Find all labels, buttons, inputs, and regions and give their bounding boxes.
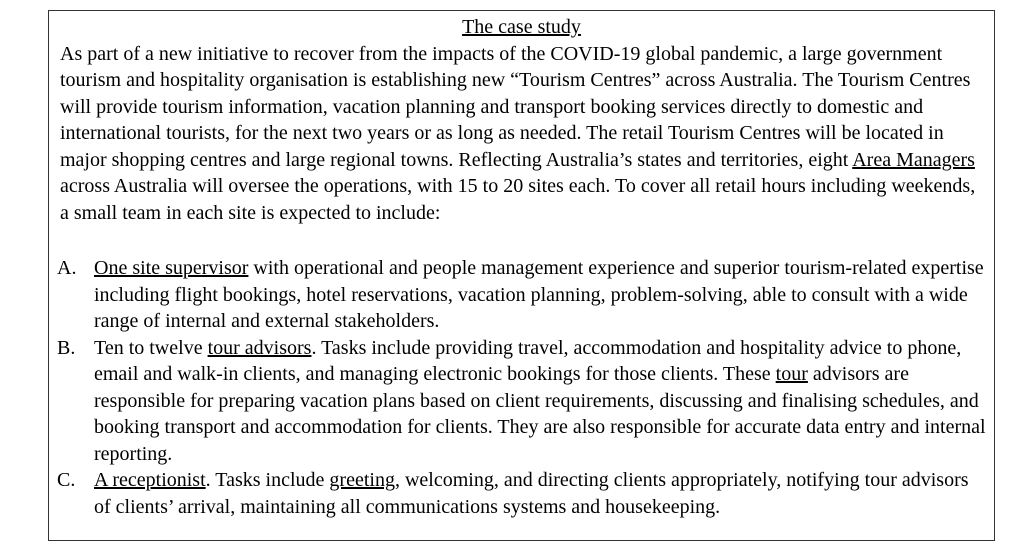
intro-text-end: across Australia will oversee the operations, with 15 to 20 sites each. To cover all retail hours including weekends, a small team in each site is expected to include: bbox=[60, 175, 976, 224]
role-prefix: Ten to twelve bbox=[94, 336, 208, 359]
list-marker: B. bbox=[57, 336, 76, 359]
case-study-box bbox=[48, 10, 995, 541]
role-term: One site supervisor bbox=[94, 257, 249, 279]
list-marker: A. bbox=[57, 257, 77, 279]
list-item-site-supervisor bbox=[49, 255, 994, 335]
role-description: . Tasks include providing travel, accommodation and hospitality advice to phone, email and walk-in clients, and managing electronic bookings for those clients. These bbox=[94, 336, 962, 385]
area-managers-term: Area Managers bbox=[852, 148, 975, 171]
role-description: with operational and people management experience and superior tourism-related expertise including flight bookings, hotel reservations, vacation planning, problem-solving, able to consult with a wide range of internal and external stakeholders. bbox=[94, 257, 984, 332]
tour-term: tour bbox=[775, 363, 808, 385]
greeting-term: greeting bbox=[329, 469, 395, 491]
list-item-receptionist bbox=[49, 467, 994, 520]
team-roles-list bbox=[49, 255, 994, 520]
role-description: . Tasks include bbox=[205, 469, 330, 491]
role-description-continued: advisors are responsible for preparing vacation plans based on client requirements, discussing and finalising schedules, and booking transport and accommodation for clients. They are also responsible for accurate data entry and internal reporting. bbox=[94, 363, 986, 465]
list-item-tour-advisors bbox=[49, 335, 994, 468]
case-study-intro bbox=[60, 41, 985, 227]
case-study-title: The case study bbox=[462, 16, 581, 38]
role-term: tour advisors bbox=[207, 336, 312, 359]
role-description-continued: , welcoming, and directing clients appropriately, notifying tour advisors of clients’ arrival, maintaining all communications systems and housekeeping. bbox=[94, 469, 969, 518]
role-term: A receptionist bbox=[94, 469, 206, 491]
list-marker: C. bbox=[57, 469, 76, 491]
intro-text: As part of a new initiative to recover from the impacts of the COVID-19 global pandemic, a large government tourism and hospitality organisation is establishing new “Tourism Centres” across Australia. The Tourism Centres will provide tourism information, vacation planning and transport booking services directly to domestic and international tourists, for the next two years or as long as needed. The retail Tourism Centres will be located in major shopping centres and large regional towns. Reflecting Australia’s states and territories, eight bbox=[60, 42, 971, 171]
